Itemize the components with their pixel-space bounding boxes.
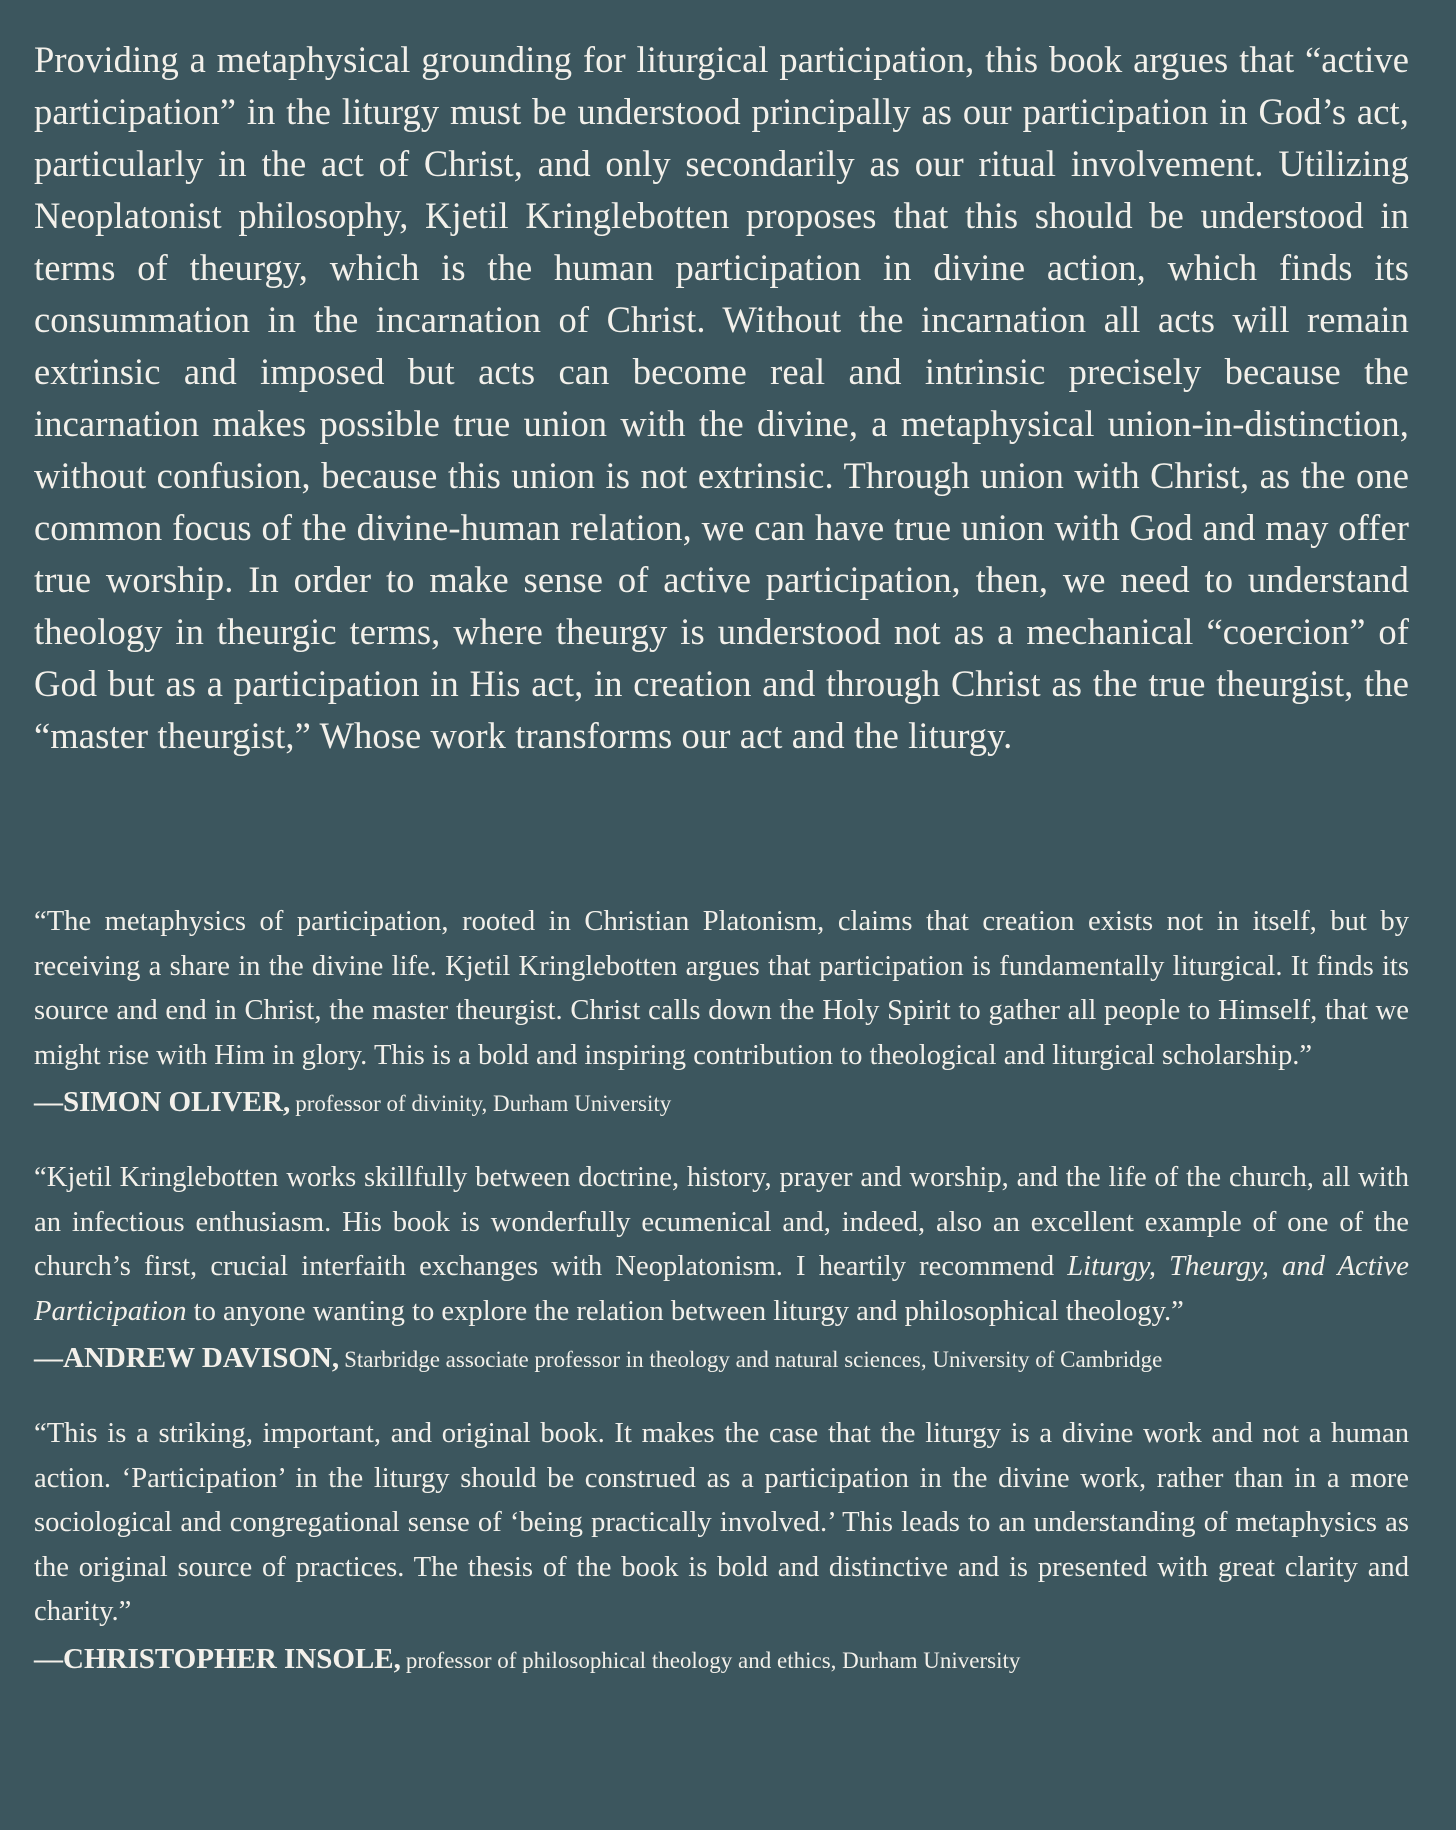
book-title: Liturgy, Theurgy, and Active Participation — [34, 1251, 1409, 1327]
endorser-name: —SIMON OLIVER, — [34, 1086, 291, 1118]
endorsement-quote: “This is a striking, important, and original book. It makes the case that the liturgy is a divine work and not a human action. ‘Participation’ in the liturgy should be construed as a participation in the divine work, rather than in a more sociological and congregational sense of ‘being practically involved.’ This leads to an understanding of metaphysics as the original source of practices. The thesis of the book is bold and distinctive and is presented with great clarity and charity.” — [34, 1418, 1409, 1627]
endorsement-attribution — [34, 1080, 1409, 1129]
quote-text-start: “Kjetil Kringlebotten works skillfully between doctrine, history, prayer and worship, and the life of the church, all with an infectious enthusiasm. His book is wonderfully ecumenical and, indeed, also an excellent example of one of the church’s first, crucial interfaith exchanges with Neoplatonism. I heartily recommend — [34, 1162, 1409, 1282]
endorser-name: —ANDREW DAVISON, — [34, 1342, 340, 1374]
endorser-affiliation: Starbridge associate professor in theology and natural sciences, University of Cambridge — [344, 1347, 1163, 1372]
endorsement-quote — [34, 1156, 1409, 1334]
endorsement-attribution — [34, 1336, 1409, 1385]
endorser-affiliation: professor of divinity, Durham University — [295, 1091, 672, 1116]
endorsement-simon-oliver — [34, 900, 1409, 1129]
endorsement-quote: “The metaphysics of participation, rooted in Christian Platonism, claims that creation exists not in itself, but by receiving a share in the divine life. Kjetil Kringlebotten argues that participation is fundamentally liturgical. It finds its source and end in Christ, the master theurgist. Christ calls down the Holy Spirit to gather all people to Himself, that we might rise with Him in glory. This is a bold and inspiring contribution to theological and liturgical scholarship.” — [34, 906, 1409, 1071]
endorsement-attribution — [34, 1637, 1409, 1686]
endorsement-andrew-davison — [34, 1156, 1409, 1385]
endorser-name: —CHRISTOPHER INSOLE, — [34, 1642, 401, 1675]
endorsement-christopher-insole — [34, 1412, 1409, 1686]
endorser-affiliation: professor of philosophical theology and ethics, Durham University — [405, 1647, 1021, 1673]
book-summary: Providing a metaphysical grounding for liturgical participation, this book argues that “active participation” in the liturgy must be understood principally as our participation in God’s act, particularly in the act of Christ, and only secondarily as our ritual involvement. Utilizing Neoplatonist philosophy, Kjetil Kringlebotten proposes that this should be understood in terms of theurgy, which is the human participation in divine action, which finds its consummation in the incarnation of Christ. Without the incarnation all acts will remain extrinsic and imposed but acts can become real and intrinsic precisely because the incarnation makes possible true union with the divine, a metaphysical union-in-distinction, without confusion, because this union is not extrinsic. Through union with Christ, as the one common focus of the divine-human relation, we can have true union with God and may offer true worship. In order to make sense of active participation, then, we need to understand theology in theurgic terms, where theurgy is understood not as a mechanical “coercion” of God but as a participation in His act, in creation and through Christ as the true theurgist, the “master theurgist,” Whose work transforms our act and the liturgy. — [34, 39, 1409, 756]
endorsements — [34, 900, 1409, 1686]
quote-text-end: to anyone wanting to explore the relation between liturgy and philosophical theology.” — [186, 1295, 1184, 1327]
